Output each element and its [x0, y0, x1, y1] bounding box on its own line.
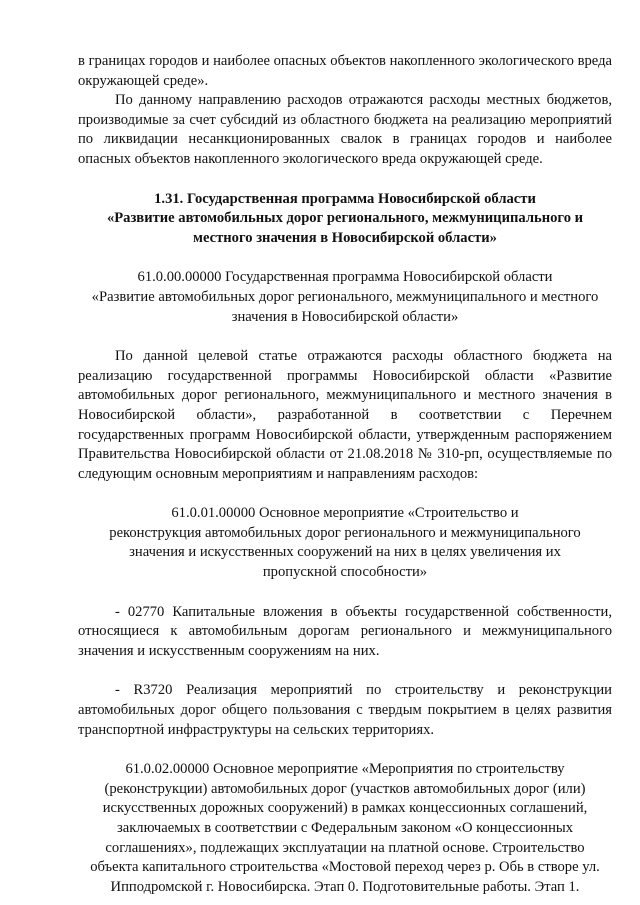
target-article-line-2: «Развитие автомобильных дорог регионального, межмуниципального и местного [91, 288, 599, 305]
target-article-line-3: значения в Новосибирской области» [231, 308, 459, 325]
section-heading [78, 190, 612, 249]
main-event-1-title [78, 504, 612, 582]
main-event-1-line-1: 61.0.01.00000 Основное мероприятие «Строительство и [171, 505, 519, 522]
main-event-1-line-2: реконструкция автомобильных дорог регионального и межмуниципального [109, 524, 581, 541]
main-event-2-line-1: 61.0.02.00000 Основное мероприятие «Мероприятия по строительству [125, 761, 565, 778]
document-page [78, 52, 612, 897]
main-event-1-line-4: пропускной способности» [262, 564, 428, 581]
main-event-2-line-4: заключаемых в соответствии с Федеральным законом «О концессионных [116, 820, 574, 836]
item-02770: - 02770 Капитальные вложения в объекты государственной собственности, относящиеся к автомобильным дорогам регионального и межмуниципального значения и искусственным сооружениям на них. [78, 603, 612, 659]
paragraph-target-description: По данной целевой статье отражаются расходы областного бюджета на реализацию государственной программы Новосибирской области «Развитие автомобильных дорог регионального, межмуниципального и местного значения в Новосибирской области», разработанной в соответствии с Перечнем государственных программ Новосибирской области, утвержденным распоряжением Правительства Новосибирской области от 21.08.2018 № 310-рп, осуществляемые по следующим основным мероприятиям и направлениям расходов: [78, 348, 612, 482]
paragraph-continuation: в границах городов и наиболее опасных объектов накопленного экологического вреда окружающей среде». [78, 53, 612, 89]
main-event-2-line-2: (реконструкции) автомобильных дорог (участков автомобильных дорог (или) [104, 780, 586, 797]
section-heading-line-1: 1.31. Государственная программа Новосибирской области [154, 190, 536, 207]
main-event-2-line-6: объекта капитального строительства «Мостовой переход через р. Обь в створе ул. [90, 859, 600, 876]
target-article-line-1: 61.0.00.00000 Государственная программа Новосибирской области [137, 269, 553, 286]
main-event-1-line-3: значения и искусственных сооружений на них в целях увеличения их [129, 544, 561, 561]
main-event-2-line-7: Ипподромской г. Новосибирска. Этап 0. Подготовительные работы. Этап 1. [110, 878, 580, 895]
section-heading-line-3: местного значения в Новосибирской области» [193, 229, 497, 246]
item-r3720: - R3720 Реализация мероприятий по строительству и реконструкции автомобильных дорог общего пользования с твердым покрытием в целях развития транспортной инфраструктуры на сельских территориях. [78, 682, 612, 738]
section-heading-line-2: «Развитие автомобильных дорог регионального, межмуниципального и [106, 210, 584, 227]
main-event-2-title [78, 760, 612, 897]
main-event-2-line-3: искусственных дорожных сооружений) в рамках концессионных соглашений, [102, 800, 588, 817]
paragraph-expenses: По данному направлению расходов отражаются расходы местных бюджетов, производимые за счет субсидий из областного бюджета на реализацию мероприятий по ликвидации несанкционированных свалок в границах городов и наиболее опасных объектов накопленного экологического вреда окружающей среде. [78, 92, 612, 167]
target-article-title [78, 268, 612, 327]
main-event-2-line-5: соглашениях», подлежащих эксплуатации на платной основе. Строительство [105, 839, 585, 856]
